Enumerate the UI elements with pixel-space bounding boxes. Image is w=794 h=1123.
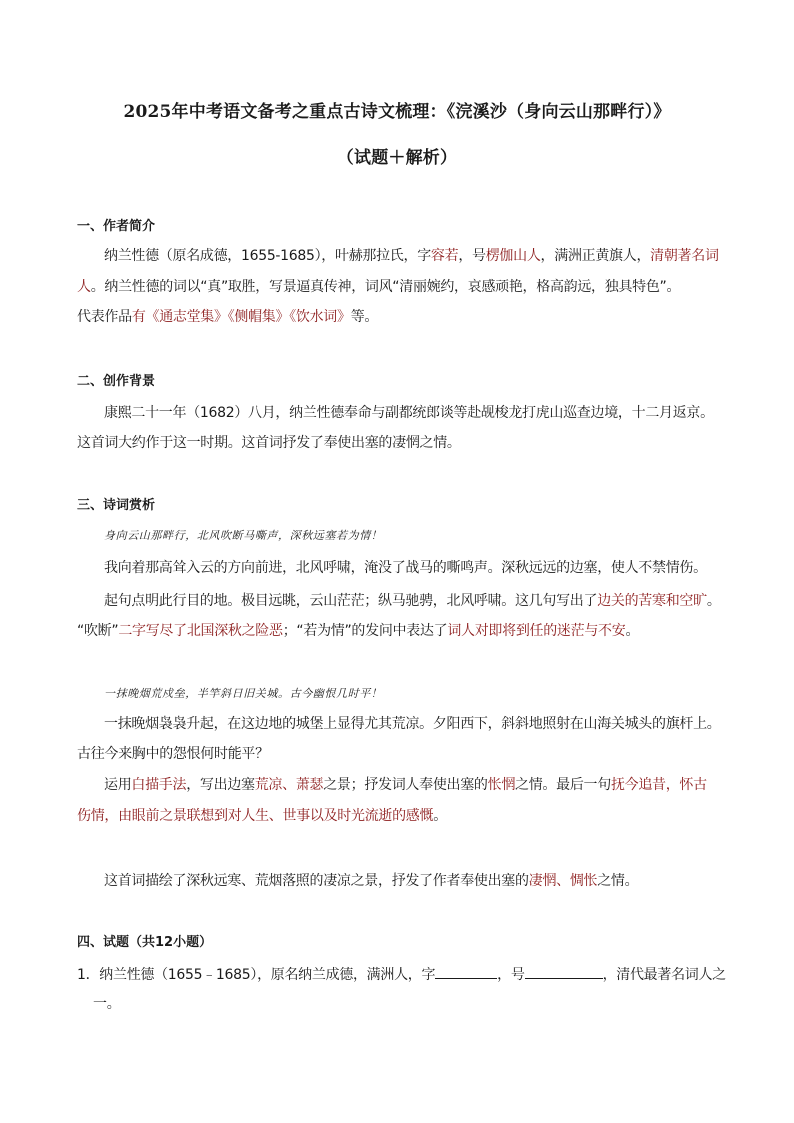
verse-2-translation-line-2: 古往今来胸中的怨恨何时能平？ <box>77 746 269 762</box>
author-paragraph-line-3: 代表作品有《通志堂集》《侧帽集》《饮水词》等。 <box>77 309 379 325</box>
verse-2-analysis-line-2: 伤情，由眼前之景联想到对人生、世事以及时光流逝的感慨。 <box>77 808 447 824</box>
question-1-line-2: 一。 <box>93 996 121 1012</box>
document-title: 2025年中考语文备考之重点古诗文梳理：《浣溪沙（身向云山那畔行）》 <box>123 102 671 122</box>
section-heading-appreciation: 三、诗词赏析 <box>77 498 156 513</box>
section-heading-questions: 四、试题（共12小题） <box>77 935 213 950</box>
question-1-line-1: 1．纳兰性德（1655﹣1685），原名纳兰成德，满洲人，字 ，号 ，清代最著名词人之 <box>77 964 727 985</box>
author-paragraph-line-2: 人。纳兰性德的词以“真”取胜，写景逼真传神，词风“清丽婉约，哀感顽艳，格高韵远，独具特色”。 <box>77 279 681 295</box>
section-heading-author: 一、作者简介 <box>77 219 156 234</box>
verse-2: 一抹晚烟荒戍垒，半竿斜日旧关城。古今幽恨几时平！ <box>104 687 383 700</box>
verse-1-analysis-line-2: “吹断”二字写尽了北国深秋之险恶；“若为情”的发问中表达了词人对即将到任的迷茫与不安。 <box>77 623 640 639</box>
answer-blank-art-name[interactable] <box>525 964 603 979</box>
verse-2-translation-line-1: 一抹晚烟袅袅升起，在这边地的城堡上显得尤其荒凉。夕阳西下，斜斜地照射在山海关城头的旗杆上。 <box>104 716 721 732</box>
summary-line: 这首词描绘了深秋远寒、荒烟落照的凄凉之景，抒发了作者奉使出塞的凄惘、惆怅之情。 <box>104 873 639 889</box>
author-paragraph-line-1: 纳兰性德（原名成德，1655-1685），叶赫那拉氏，字容若，号楞伽山人，满洲正黄旗人，清朝著名词 <box>104 248 719 264</box>
background-line-1: 康熙二十一年（1682）八月，纳兰性德奉命与副都统郎谈等赴觇梭龙打虎山巡查边境，十二月返京。 <box>104 405 714 421</box>
section-heading-background: 二、创作背景 <box>77 374 156 389</box>
background-line-2: 这首词大约作于这一时期。这首词抒发了奉使出塞的凄惘之情。 <box>77 435 461 451</box>
verse-1-analysis-line-1: 起句点明此行目的地。极目远眺，云山茫茫；纵马驰骋，北风呼啸。这几句写出了边关的苦寒和空旷。 <box>104 593 721 609</box>
verse-2-analysis-line-1: 运用白描手法，写出边塞荒凉、萧瑟之景；抒发词人奉使出塞的怅惘之情。最后一句抚今追昔，怀古 <box>104 777 707 793</box>
document-subtitle: （试题＋解析） <box>336 148 458 168</box>
answer-blank-courtesy-name[interactable] <box>435 964 497 979</box>
verse-1-translation: 我向着那高耸入云的方向前进，北风呼啸，淹没了战马的嘶鸣声。深秋远远的边塞，使人不禁情伤。 <box>104 560 707 576</box>
verse-1: 身向云山那畔行，北风吹断马嘶声，深秋远塞若为情！ <box>104 529 383 542</box>
